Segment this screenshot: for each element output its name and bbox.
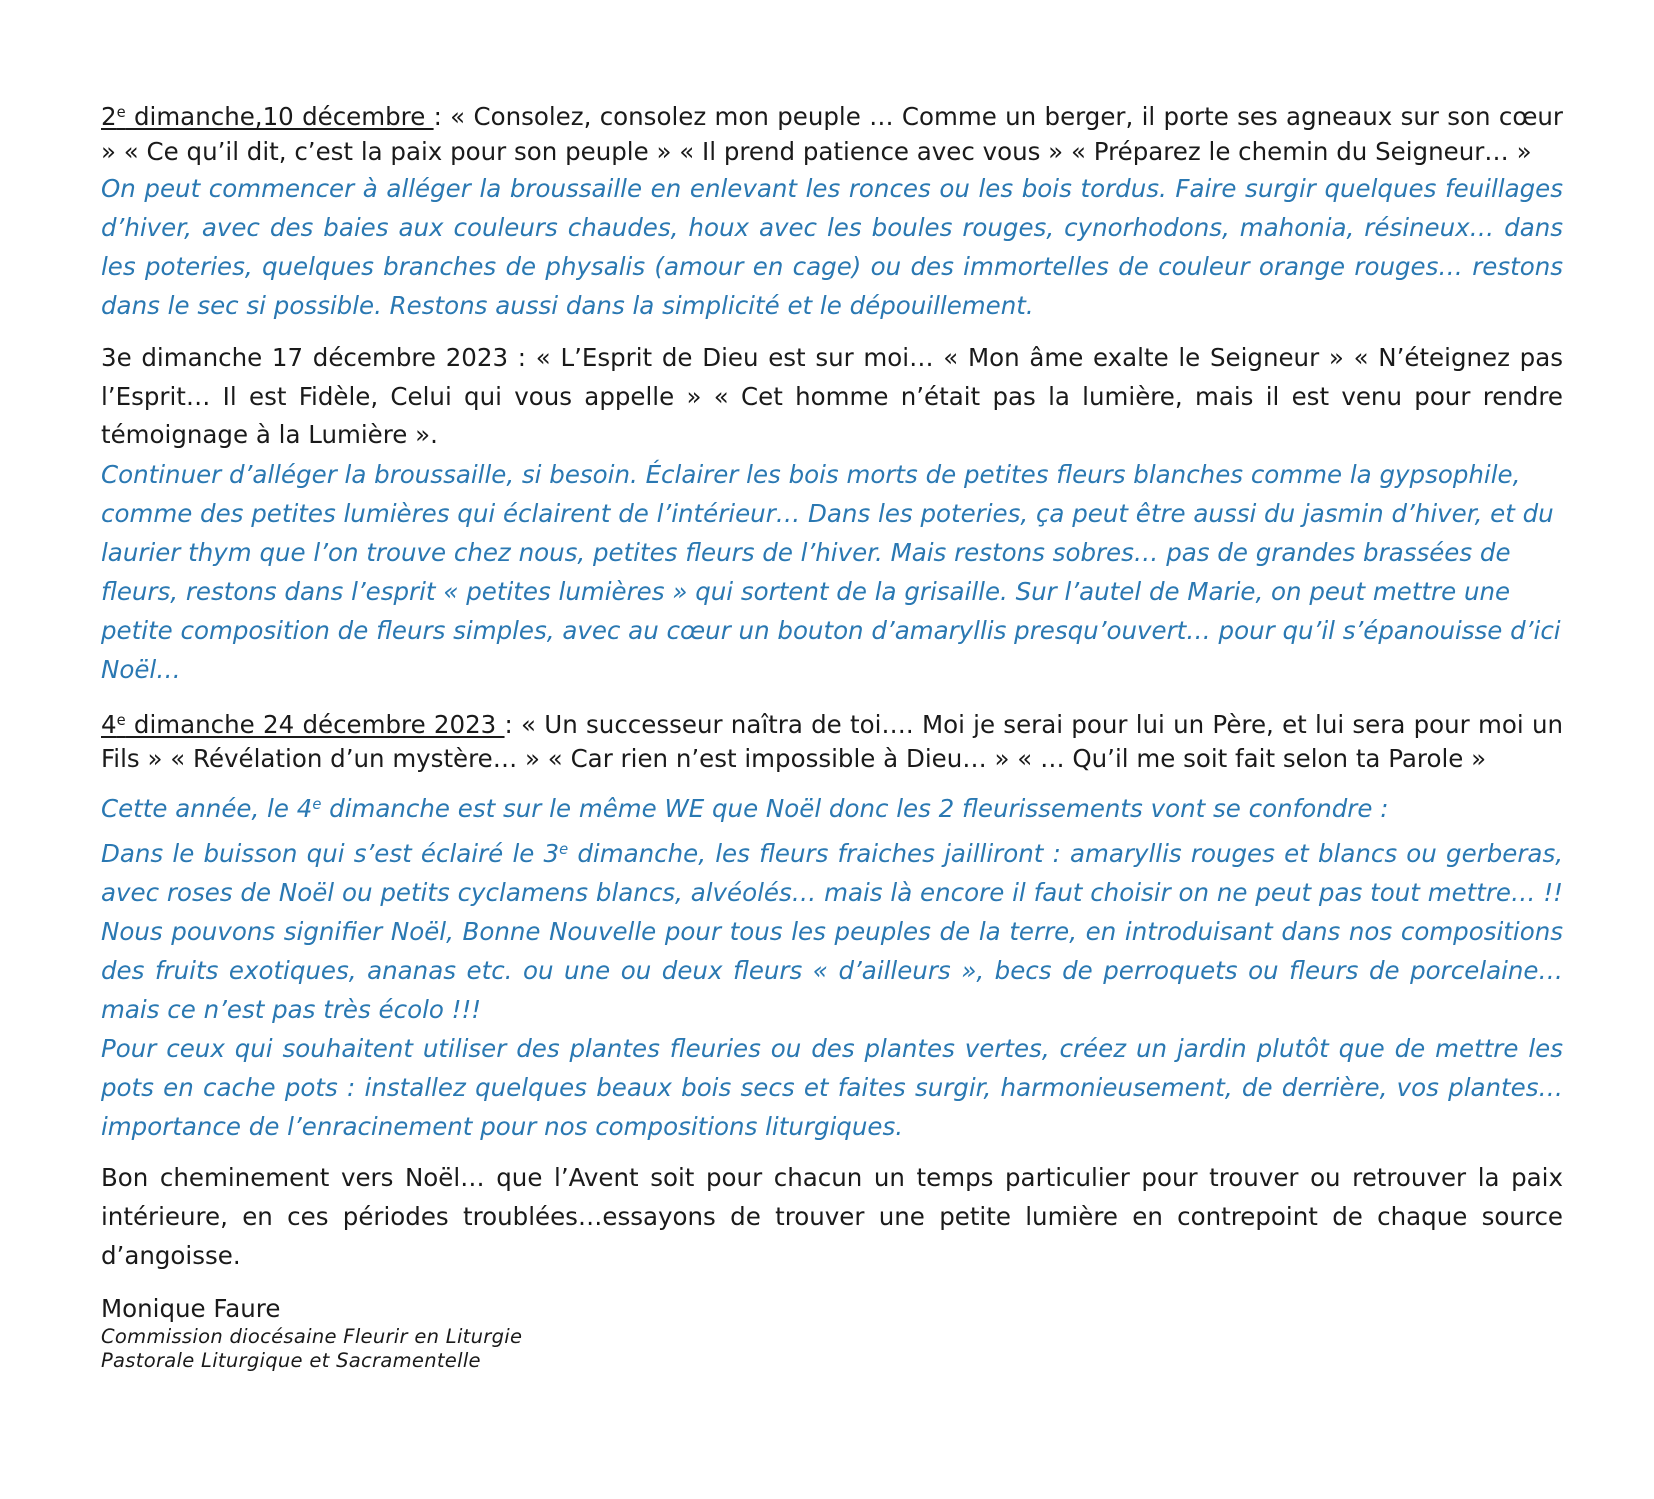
signature-pastorale: Pastorale Liturgique et Sacramentelle	[101, 1348, 481, 1372]
section-2-body: On peut commencer à alléger la broussaille en enlevant les ronces ou les bois tordus. Faire surgir quelques feuillages d’hiver, avec des baies aux couleurs chaudes, houx avec les boules rouges, cynorhodons, mahonia, résineux… dans les poteries, quelques branches de physalis (amour en cage) ou des immortelles de couleur orange rouges… restons dans le sec si possible. Restons aussi dans la simplicité et le dépouillement.	[101, 174, 1563, 320]
section-4-body-1: Dans le buisson qui s’est éclairé le 3e dimanche, les fleurs fraiches jailliront : amaryllis rouges et blancs ou gerberas, avec roses de Noël ou petits cyclamens blancs, alvéolés… mais là encore il faut choisir on ne peut pas tout mettre… !! Nous pouvons signifier Noël, Bonne Nouvelle pour tous les peuples de la terre, en introduisant dans nos compositions des fruits exotiques, ananas etc. ou une ou deux fleurs « d’ailleurs », becs de perroquets ou fleurs de porcelaine… mais ce n’est pas très écolo !!!	[101, 838, 1563, 1024]
closing-paragraph: Bon cheminement vers Noël… que l’Avent soit pour chacun un temps particulier pour trouver ou retrouver la paix intérieure, en ces périodes troublées…essayons de trouver une petite lumière en contrepoint de chaque source d’angoisse.	[101, 1162, 1563, 1270]
section-3-body: Continuer d’alléger la broussaille, si besoin. Éclairer les bois morts de petites fleurs blanches comme la gypsophile, comme des petites lumières qui éclairent de l’intérieur… Dans les poteries, ça peut être aussi du jasmin d’hiver, et du laurier thym que l’on trouve chez nous, petites fleurs de l’hiver. Mais restons sobres… pas de grandes brassées de fleurs, restons dans l’esprit « petites lumières » qui sortent de la grisaille. Sur l’autel de Marie, on peut mettre une petite composition de fleurs simples, avec au cœur un bouton d’amaryllis presqu’ouvert… pour qu’il s’épanouisse d’ici Noël…	[101, 459, 1561, 684]
section-3-readings: : « L’Esprit de Dieu est sur moi… « Mon âme exalte le Seigneur » « N’éteignez pas l’Esprit… Il est Fidèle, Celui qui vous appelle » « Cet homme n’était pas la lumière, mais il est venu pour rendre témoignage à la Lumière ».	[101, 343, 1563, 449]
section-4-heading	[101, 708, 1563, 777]
section-4-label: 4e dimanche 24 décembre 2023	[101, 709, 505, 739]
signature-name: Monique Faure	[101, 1293, 281, 1323]
signature-commission: Commission diocésaine Fleurir en Liturgie	[101, 1324, 523, 1348]
document-page	[101, 100, 1563, 1373]
section-2-readings: : « Consolez, consolez mon peuple … Comme un berger, il porte ses agneaux sur son cœur » « Ce qu’il dit, c’est la paix pour son peuple » « Il prend patience avec vous » « Préparez le chemin du Seigneur… »	[101, 102, 1563, 166]
section-4-body-2: Pour ceux qui souhaitent utiliser des plantes fleuries ou des plantes vertes, créez un jardin plutôt que de mettre les pots en cache pots : installez quelques beaux bois secs et faites surgir, harmonieusement, de derrière, vos plantes… importance de l’enracinement pour nos compositions liturgiques.	[101, 1033, 1563, 1141]
section-3-heading	[101, 339, 1563, 455]
section-2-label: 2e dimanche,10 décembre	[101, 102, 434, 131]
section-4-readings: : « Un successeur naîtra de toi…. Moi je serai pour lui un Père, et lui sera pour moi un Fils » « Révélation d’un mystère… » « Car rien n’est impossible à Dieu… » « … Qu’il me soit fait selon ta Parole »	[101, 709, 1563, 773]
section-2-heading	[101, 100, 1563, 169]
section-4-intro: Cette année, le 4e dimanche est sur le même WE que Noël donc les 2 fleurissements vont se confondre :	[101, 793, 1389, 823]
section-3-label: 3e dimanche 17 décembre 2023	[101, 343, 518, 372]
